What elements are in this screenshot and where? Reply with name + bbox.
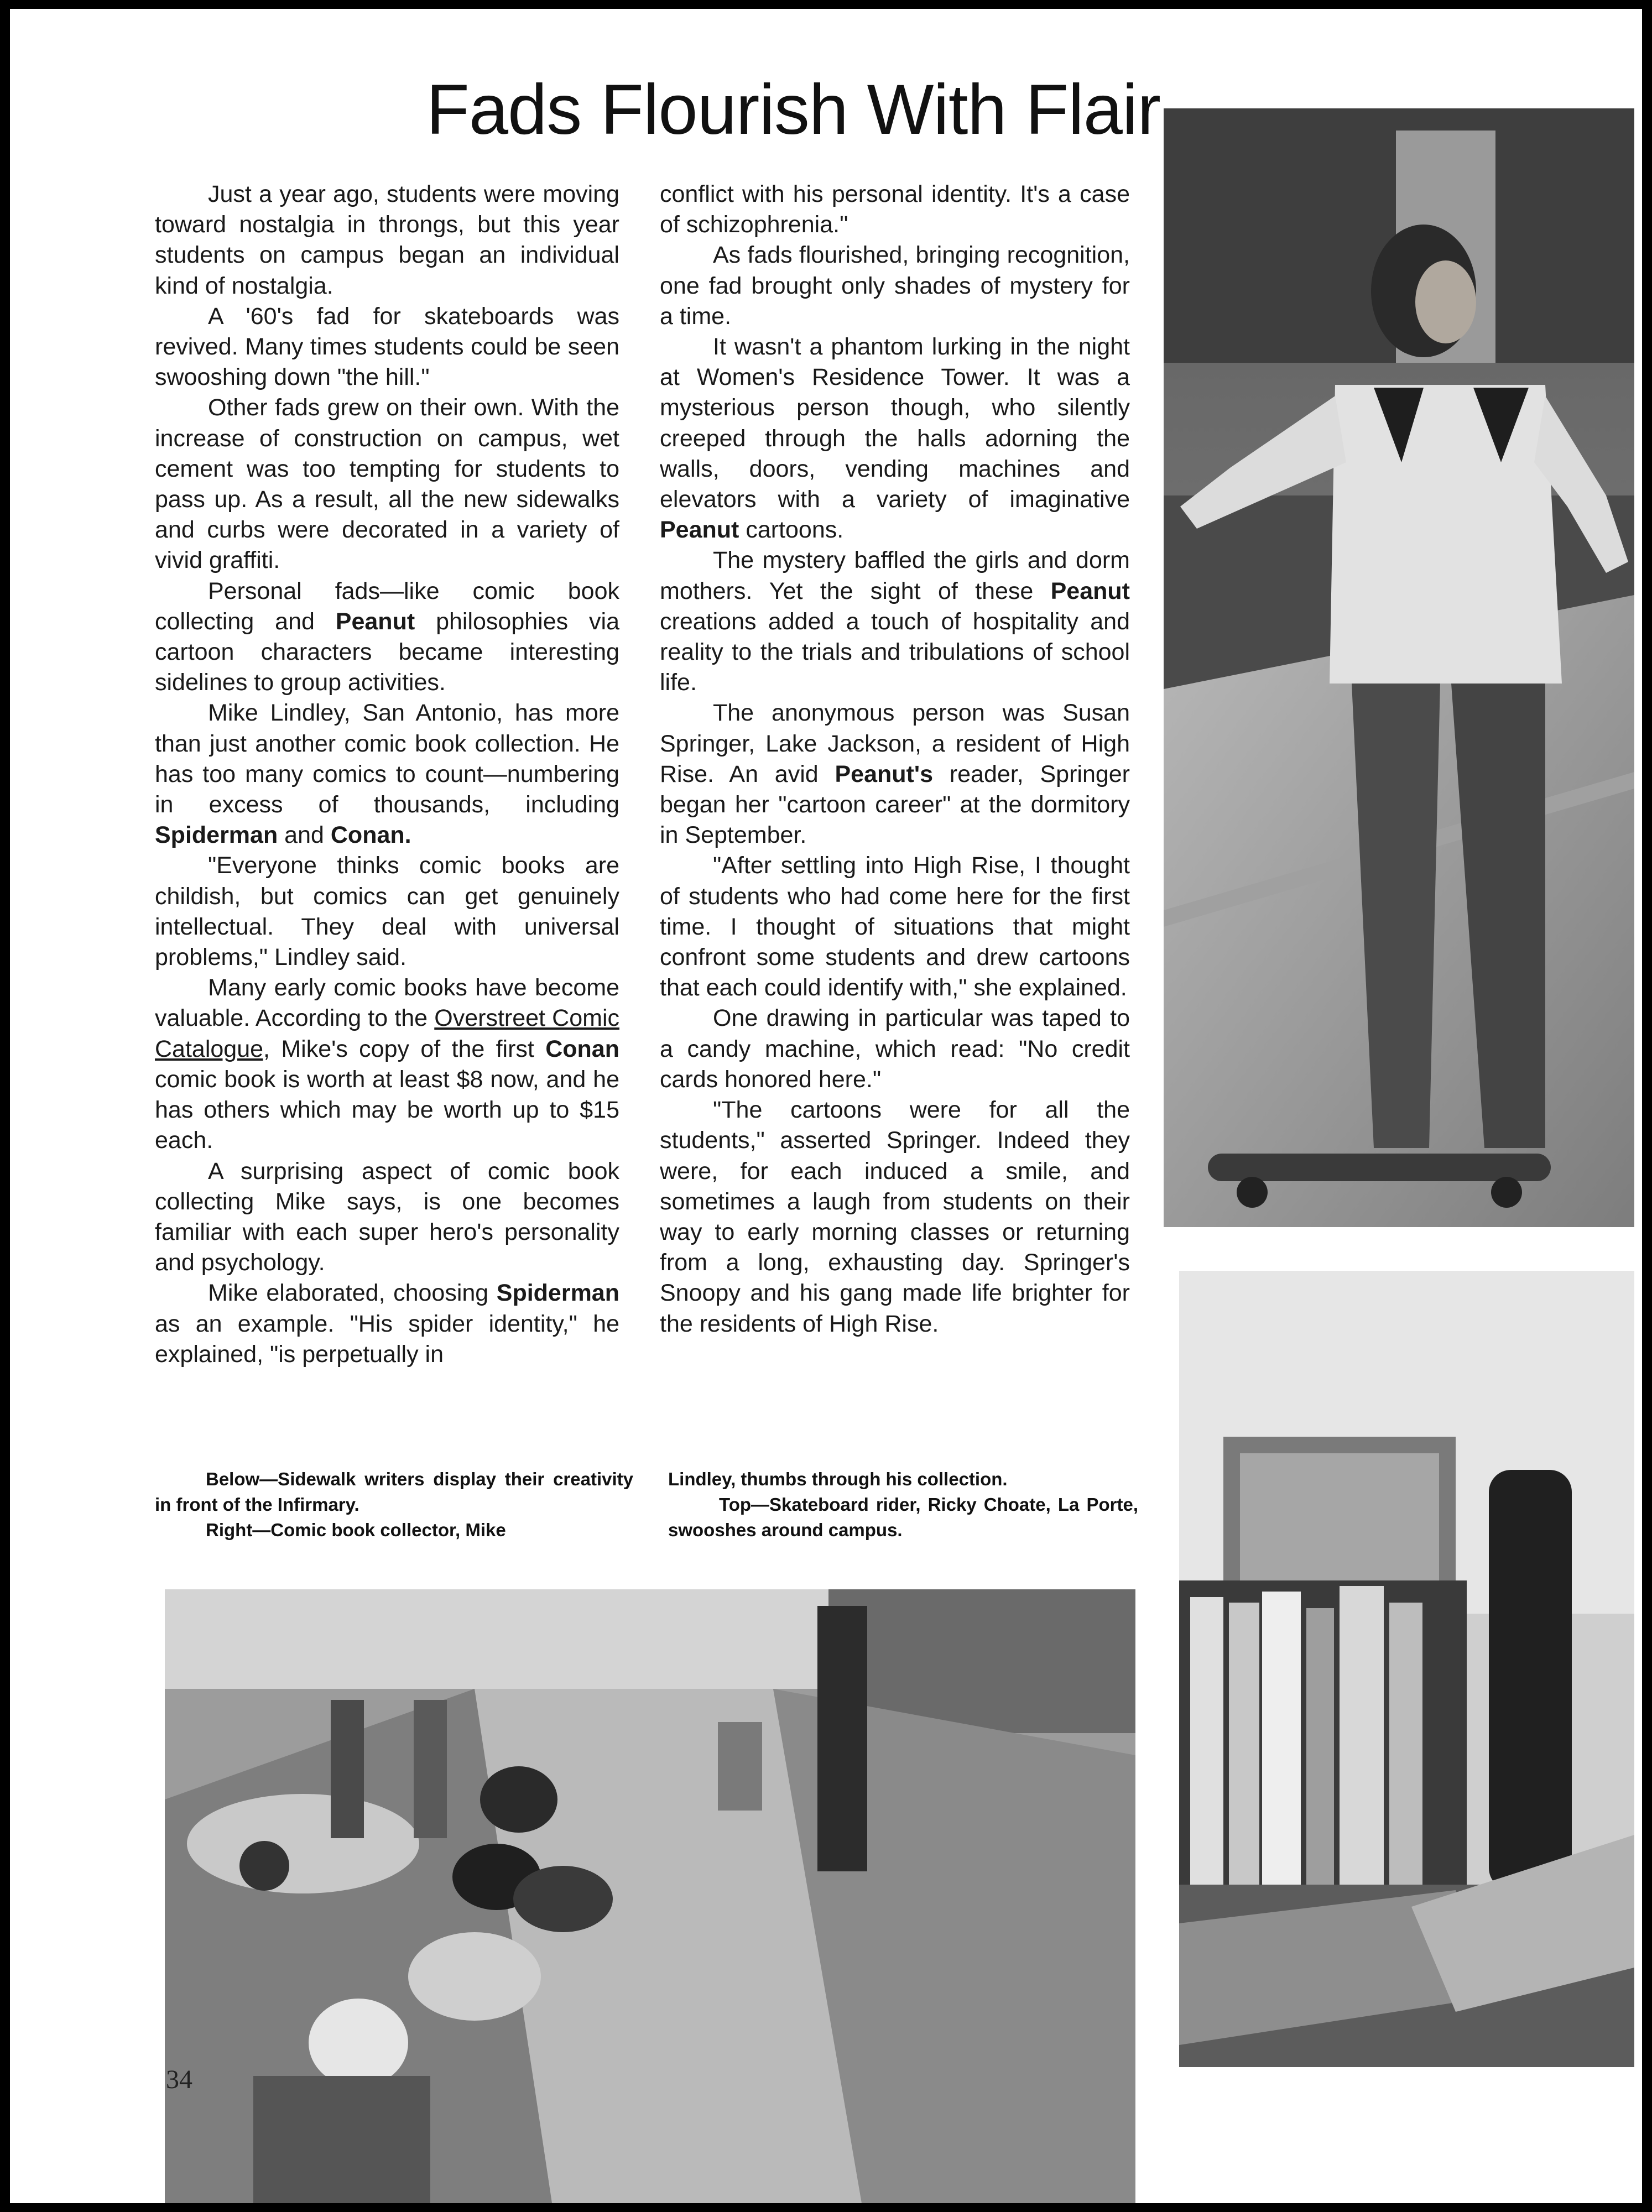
article-column-right (660, 179, 1130, 1339)
article-column-left (155, 179, 619, 1370)
paragraph: Mike elaborated, choosing Spiderman as an example. "His spider identity," he explained, "is perpetually in (155, 1280, 619, 1368)
paragraph: The anonymous person was Susan Springer, Lake Jackson, a resident of High Rise. An avid Peanut's reader, Springer began her "cartoon career" at the dormitory in September. (660, 700, 1130, 849)
paragraph: The mystery baffled the girls and dorm mothers. Yet the sight of these Peanut creations added a touch of hospitality and reality to the trials and tribulations of school life. (660, 547, 1130, 696)
photo-caption-right (668, 1467, 1138, 1543)
yearbook-page (10, 9, 1642, 2203)
paragraph: Many early comic books have become valuable. According to the Overstreet Comic Catalogue, Mike's copy of the first Conan comic book is worth at least $8 now, and he has others which may be worth up to $15 each. (155, 974, 619, 1154)
paragraph: Personal fads—like comic book collecting and Peanut philosophies via cartoon characters became interesting sidelines to group activities. (155, 577, 619, 696)
paragraph: One drawing in particular was taped to a candy machine, which read: "No credit cards honored here." (660, 1005, 1130, 1093)
paragraph: conflict with his personal identity. It's a case of schizophrenia." (660, 181, 1130, 238)
paragraph: It wasn't a phantom lurking in the night at Women's Residence Tower. It was a mysterious person though, who silently creeped through the halls adorning the walls, doors, vending machines and elevators with a variety of imaginative Peanut cartoons. (660, 333, 1130, 544)
photo-caption-left (155, 1467, 633, 1543)
paragraph: Just a year ago, students were moving toward nostalgia in throngs, but this year students on campus began an individual kind of nostalgia. (155, 181, 619, 299)
caption-text: Below—Sidewalk writers display their creativity in front of the Infirmary. (155, 1469, 633, 1515)
page-number: 34 (166, 2065, 192, 2094)
paragraph: As fads flourished, bringing recognition, one fad brought only shades of mystery for a time. (660, 242, 1130, 330)
paragraph: Other fads grew on their own. With the increase of construction on campus, wet cement was too tempting for students to pass up. As a result, all the new sidewalks and curbs were decorated in a variety of vivid graffiti. (155, 394, 619, 574)
page-headline: Fads Flourish With Flair (426, 70, 1160, 149)
paragraph: "Everyone thinks comic books are childish, but comics can get genuinely intellectual. They deal with universal problems," Lindley said. (155, 852, 619, 971)
caption-text: Top—Skateboard rider, Ricky Choate, La Porte, swooshes around campus. (668, 1494, 1138, 1540)
comic-collection-photo (1179, 1271, 1634, 2067)
caption-text: Right—Comic book collector, Mike (206, 1520, 506, 1540)
paragraph: Mike Lindley, San Antonio, has more than just another comic book collection. He has too many comics to count—numbering in excess of thousands, including Spiderman and Conan. (155, 700, 619, 849)
paragraph: A surprising aspect of comic book collecting Mike says, is one becomes familiar with each super hero's personality and psychology. (155, 1157, 619, 1276)
paragraph: "The cartoons were for all the students," asserted Springer. Indeed they were, for each induced a smile, and sometimes a laugh from students on their way to early morning classes or returning from a long, exhausting day. Springer's Snoopy and his gang made life brighter for the residents of High Rise. (660, 1097, 1130, 1337)
sidewalk-writers-photo (165, 1589, 1135, 2203)
paragraph: "After settling into High Rise, I thought of students who had come here for the first time. I thought of situations that might confront some students and drew cartoons that each could identify with," she explained. (660, 852, 1130, 1001)
skateboarder-photo (1164, 108, 1634, 1227)
paragraph: A '60's fad for skateboards was revived. Many times students could be seen swooshing down "the hill." (155, 302, 619, 391)
caption-text: Lindley, thumbs through his collection. (668, 1469, 1008, 1489)
